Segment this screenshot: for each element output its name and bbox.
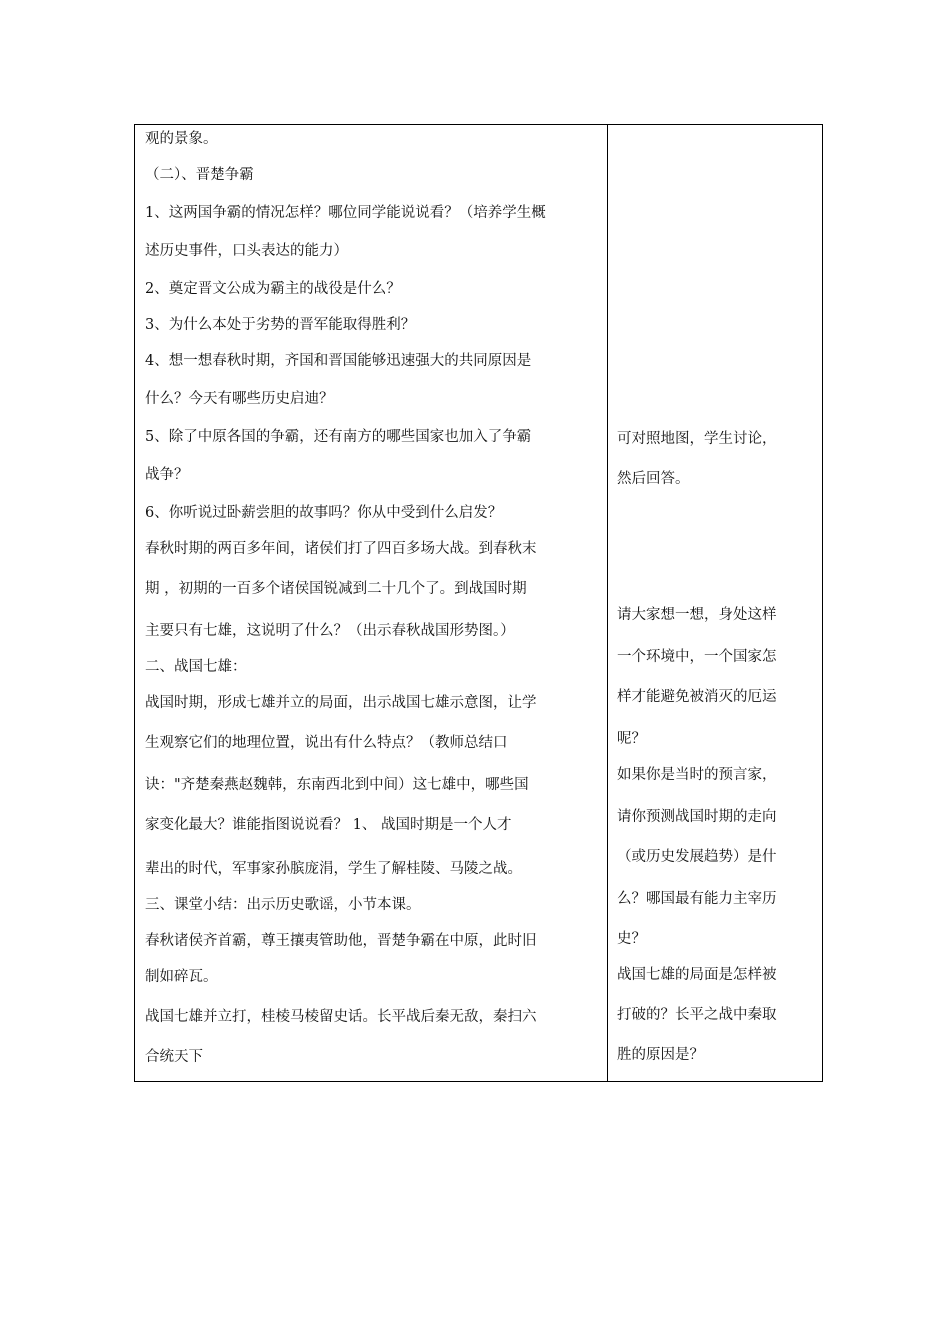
right-line: 胜的原因是？ [617, 1047, 704, 1063]
right-line: （或历史发展趋势）是什 [617, 849, 777, 865]
left-line: 战争？ [145, 467, 189, 483]
left-line: 2、奠定晋文公成为霸主的战役是什么？ [145, 281, 401, 297]
left-line: 家变化最大？谁能指图说说看？ 1、 战国时期是一个人才 [145, 817, 512, 833]
left-line: 战国七雄并立打，桂棱马棱留史话。长平战后秦无敌，秦扫六 [145, 1009, 537, 1025]
left-line: 制如碎瓦。 [145, 969, 218, 985]
lesson-table [134, 124, 823, 1082]
left-line: 合统天下 [145, 1049, 203, 1065]
right-line: 史？ [617, 931, 646, 947]
left-line: 辈出的时代，军事家孙膑庞涓，学生了解桂陵、马陵之战。 [145, 861, 522, 877]
right-line: 请你预测战国时期的走向 [617, 809, 777, 825]
left-line: 3、为什么本处于劣势的晋军能取得胜利？ [145, 317, 416, 333]
left-line: 二、战国七雄： [145, 659, 247, 675]
left-line: 4、想一想春秋时期，齐国和晋国能够迅速强大的共同原因是 [145, 353, 532, 369]
right-line: 请大家想一想，身处这样 [617, 607, 777, 623]
right-line: 样才能避免被消灭的厄运 [617, 689, 777, 705]
left-line: 观的景象。 [145, 131, 218, 147]
left-line: 什么？今天有哪些历史启迪？ [145, 391, 334, 407]
left-line: 生观察它们的地理位置，说出有什么特点？（教师总结口 [145, 735, 508, 751]
left-line: 述历史事件，口头表达的能力） [145, 243, 348, 259]
right-line: 呢？ [617, 731, 646, 747]
right-line: 一个环境中，一个国家怎 [617, 649, 777, 665]
left-line: 三、课堂小结：出示历史歌谣，小节本课。 [145, 897, 421, 913]
left-line: （二）、晋楚争霸 [145, 167, 254, 183]
column-divider [607, 125, 608, 1081]
left-line: 春秋时期的两百多年间，诸侯们打了四百多场大战。到春秋末 [145, 541, 537, 557]
right-line: 可对照地图，学生讨论， [617, 431, 777, 447]
right-line: 打破的？长平之战中秦取 [617, 1007, 777, 1023]
left-line: 战国时期，形成七雄并立的局面，出示战国七雄示意图，让学 [145, 695, 537, 711]
left-line: 6、你听说过卧薪尝胆的故事吗？你从中受到什么启发？ [145, 505, 503, 521]
right-line: 战国七雄的局面是怎样被 [617, 967, 777, 983]
left-line: 5、除了中原各国的争霸，还有南方的哪些国家也加入了争霸 [145, 429, 532, 445]
right-line: 然后回答。 [617, 471, 690, 487]
left-line: 主要只有七雄，这说明了什么？（出示春秋战国形势图。） [145, 623, 515, 639]
left-line: 诀："齐楚秦燕赵魏韩，东南西北到中间）这七雄中，哪些国 [145, 777, 529, 793]
right-line: 么？哪国最有能力主宰历 [617, 891, 777, 907]
left-line: 春秋诸侯齐首霸，尊王攘夷管助他，晋楚争霸在中原，此时旧 [145, 933, 537, 949]
left-line: 1、这两国争霸的情况怎样？哪位同学能说说看？（培养学生概 [145, 205, 546, 221]
left-line: 期 ，初期的一百多个诸侯国锐减到二十几个了。到战国时期 [145, 581, 527, 597]
right-line: 如果你是当时的预言家， [617, 767, 777, 783]
